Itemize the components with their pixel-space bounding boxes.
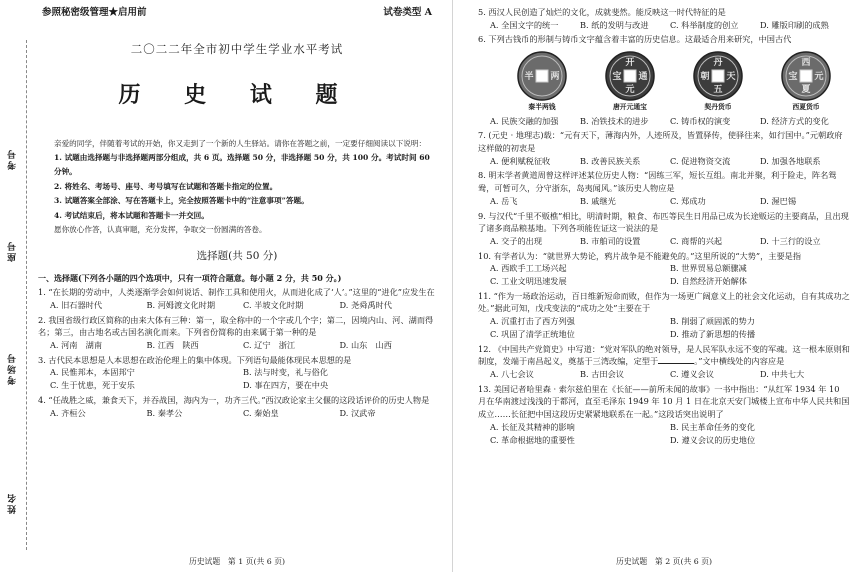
instruction-note: 1. 试题由选择题与非选择题两部分组成，共 6 页。选择题 50 分，非选择题 50 分，共 100 分。考试时间 60 分钟。 bbox=[54, 153, 430, 177]
question bbox=[478, 343, 850, 381]
option: D. 山东 山西 bbox=[339, 340, 392, 351]
coin-inscription: 丹 bbox=[713, 58, 723, 69]
option: D. 尧舜禹时代 bbox=[339, 299, 392, 310]
page-1 bbox=[38, 0, 436, 572]
exam-title: 二〇二二年全市初中学生学业水平考试 bbox=[130, 41, 344, 56]
option: C. 商帮的兴起 bbox=[670, 235, 723, 246]
question-stem: 9. 与汉代“千里不贩樵”相比，明清时期，粮食、布匹等民生日用品已成为长途贩运的主要商品，且出现了诸多商品粮基地。下列各项能佐证这一说法的是 bbox=[478, 210, 849, 234]
question bbox=[478, 169, 850, 207]
option: B. 河姆渡文化时期 bbox=[146, 299, 216, 310]
option: A. 民族交融的加强 bbox=[490, 115, 559, 126]
option: D. 十三行的设立 bbox=[760, 235, 821, 246]
questions-left bbox=[38, 286, 436, 419]
page-footer: 历史试题 第 1 页(共 6 页) bbox=[188, 556, 286, 566]
option: B. 民主革命任务的变化 bbox=[670, 421, 755, 432]
section-title: 选择题(共 50 分) bbox=[196, 249, 278, 262]
option: D. 遵义会议的历史地位 bbox=[670, 434, 756, 445]
option: B. 世界贸易总额骤减 bbox=[670, 263, 747, 274]
option: C. 工业文明迅速发展 bbox=[490, 276, 567, 287]
coin bbox=[780, 50, 832, 113]
question bbox=[478, 33, 850, 46]
question-stem: 6. 下列古钱币的形制与铸币文字蕴含着丰富的历史信息。这最适合用来研究，中国古代 bbox=[478, 34, 792, 45]
options bbox=[478, 19, 850, 32]
coin-image bbox=[604, 50, 656, 102]
option: B. 削弱了顽固派的势力 bbox=[670, 316, 755, 327]
option: D. 中共七大 bbox=[760, 369, 805, 379]
option: B. 市舶司的设置 bbox=[580, 235, 641, 246]
coin-image bbox=[516, 50, 568, 102]
label-seat-number: 座号 bbox=[8, 240, 18, 262]
option: A. 旧石器时代 bbox=[50, 299, 103, 310]
instruction-note: 2. 将姓名、考场号、座号、考号填写在试题和答题卡指定的位置。 bbox=[54, 181, 278, 191]
option: D. 事在四方，要在中央 bbox=[243, 380, 329, 391]
coin-inscription: 宝 bbox=[788, 72, 798, 83]
options bbox=[478, 195, 850, 208]
option: A. 全国文字的统一 bbox=[490, 19, 559, 30]
option: B. 秦孝公 bbox=[146, 407, 183, 418]
option: B. 改善民族关系 bbox=[580, 155, 641, 166]
page-header bbox=[38, 6, 436, 21]
coin-inscription: 朝 bbox=[700, 72, 710, 83]
option: A. 便利赋税征收 bbox=[490, 155, 551, 166]
secrecy-label: 参照秘密级管理★启用前 bbox=[42, 7, 147, 18]
coin-image bbox=[780, 50, 832, 102]
option: D. 渥巴锡 bbox=[760, 195, 797, 206]
coin-caption: 秦半两钱 bbox=[528, 103, 556, 112]
option: C. 革命根据地的重要性 bbox=[490, 434, 575, 445]
answer-blank bbox=[658, 363, 694, 364]
question bbox=[478, 129, 850, 167]
question bbox=[38, 314, 436, 352]
option: A. 西欧手工工场兴起 bbox=[490, 263, 567, 274]
options bbox=[478, 235, 850, 248]
option: B. 江西 陕西 bbox=[146, 340, 199, 351]
coin bbox=[692, 50, 744, 113]
coin-caption: 契丹货币 bbox=[704, 103, 732, 112]
question bbox=[478, 115, 850, 128]
options bbox=[478, 315, 850, 340]
coin-caption: 唐开元通宝 bbox=[613, 103, 647, 112]
question-stem: 3. 古代民本思想是人本思想在政治伦理上的集中体现。下列语句最能体现民本思想的是 bbox=[38, 354, 352, 365]
coin-inscription: 半 bbox=[524, 72, 534, 83]
question-stem: 2. 我国省级行政区简称的由来大体有三种：第一，取全称中的一个字或几个字；第二，因境内山、河、湖而得名；第三，由古地名或古国名演化而来。下列省份简称的由来属于第一种的是 bbox=[38, 314, 434, 338]
option: D. 推动了新思想的传播 bbox=[670, 328, 756, 339]
coin-inscription: 通 bbox=[638, 72, 648, 83]
page-divider bbox=[452, 0, 453, 572]
question bbox=[478, 6, 850, 31]
options bbox=[478, 155, 850, 168]
options bbox=[38, 299, 436, 312]
option: D. 自然经济开始解体 bbox=[670, 276, 747, 287]
greeting: 亲爱的同学，伴随着考试的开始，你又走到了一个新的人生驿站。请你在答题之前，一定要仔细阅读以下说明： bbox=[54, 138, 427, 148]
coin-inscription: 开 bbox=[625, 58, 635, 69]
option: B. 纸的发明与改进 bbox=[580, 19, 649, 30]
question-stem: 12. 《中国共产党简史》中写道：“党对军队的绝对领导，是人民军队永远不变的军魂。这一根本原则和制度，发端于南昌起义，奠基于三湾改编，定型于 。”文中横线处的内容应是 bbox=[478, 343, 850, 367]
page-2 bbox=[478, 0, 850, 572]
option: A. 交子的出现 bbox=[490, 235, 543, 246]
question-stem: 4. “任战胜之威，兼食天下，并吞战国，海内为一，功齐三代。”西汉政论家主父偃的这段话评价的历史人物是 bbox=[38, 394, 430, 405]
question bbox=[478, 383, 850, 447]
option: B. 法与时变，礼与俗化 bbox=[243, 367, 328, 378]
coin bbox=[604, 50, 656, 113]
option: A. 河南 湖南 bbox=[50, 340, 103, 351]
option: B. 冶铁技术的进步 bbox=[580, 115, 649, 126]
instructions bbox=[38, 137, 436, 238]
option: A. 长征及其精神的影响 bbox=[490, 421, 575, 432]
option: C. 铸币权的演变 bbox=[670, 115, 731, 126]
question-stem: 8. 明末学者黄道周曾这样评述某位历史人物：“因练三军，短长互组。南北并聚，利于险走，阵名鸳鸯，可暂可久，分守浙东，岛夷闻风。”该历史人物应是 bbox=[478, 170, 837, 194]
coin-inscription: 西 bbox=[801, 58, 811, 69]
option: D. 经济方式的变化 bbox=[760, 115, 829, 126]
option: A. 齐桓公 bbox=[50, 407, 86, 418]
question-stem: 1. “在长期的劳动中，人类逐渐学会如何说话、制作工具和使用火，从而进化成了‘人’。”这里的“进化”应发生在 bbox=[38, 287, 435, 298]
question-stem: 5. 西汉人民创造了灿烂的文化，成就斐然。能反映这一时代特征的是 bbox=[478, 7, 726, 17]
option: C. 科举制度的创立 bbox=[670, 19, 739, 30]
question bbox=[478, 210, 850, 248]
option: A. 民惟邦本，本固邦宁 bbox=[50, 367, 135, 378]
option: A. 八七会议 bbox=[490, 369, 534, 379]
options bbox=[478, 421, 850, 446]
questions-right bbox=[478, 115, 850, 447]
question bbox=[38, 394, 436, 419]
option: A. 岳飞 bbox=[490, 195, 518, 206]
seal-line bbox=[26, 40, 27, 550]
paper-type: 试卷类型 A bbox=[383, 7, 432, 18]
instruction-note: 3. 试题答案全部涂、写在答题卡上，完全按照答题卡中的“注意事项”答题。 bbox=[54, 196, 309, 206]
label-name: 姓名 bbox=[8, 492, 18, 514]
option: C. 郑成功 bbox=[670, 195, 706, 206]
question bbox=[478, 290, 850, 341]
question-stem: 11. “作为一场政治运动，百日维新短命而败，但作为一场更广阔意义上的社会文化运动，自有其成功之处。”据此可知，戊戌变法的“成功之处”主要在于 bbox=[478, 290, 850, 314]
option: C. 促进物资交流 bbox=[670, 155, 731, 166]
option: C. 半坡文化时期 bbox=[243, 299, 304, 310]
coin-inscription: 天 bbox=[726, 72, 736, 83]
option: C. 生于忧患，死于安乐 bbox=[50, 380, 135, 391]
wish: 愿你放心作答，认真审题，充分发挥，争取交一份圆满的答卷。 bbox=[54, 225, 267, 235]
page-footer: 历史试题 第 2 页(共 6 页) bbox=[615, 556, 713, 566]
label-exam-number: 考号 bbox=[8, 148, 18, 170]
main-title: 历 史 试 题 bbox=[118, 82, 356, 108]
option: C. 遵义会议 bbox=[670, 369, 714, 379]
coin bbox=[516, 50, 568, 113]
option: D. 汉武帝 bbox=[339, 407, 376, 418]
coin-caption: 西夏货币 bbox=[792, 103, 820, 112]
options bbox=[478, 368, 850, 381]
coin-inscription: 两 bbox=[550, 72, 560, 83]
label-exam-room: 考场号 bbox=[8, 352, 18, 385]
question bbox=[38, 354, 436, 392]
options bbox=[38, 366, 436, 391]
coin-inscription: 元 bbox=[814, 72, 824, 83]
option: A. 沉重打击了西方列强 bbox=[490, 316, 575, 327]
options bbox=[478, 262, 850, 287]
options bbox=[38, 407, 436, 420]
option: C. 巩固了清学正统地位 bbox=[490, 328, 575, 339]
options bbox=[478, 115, 850, 128]
question-stem: 13. 美国记者哈里森 · 索尔兹伯里在《长征——前所未闻的故事》一书中指出：“从红军 1934 年 10 月在华南渡过浅浅的于都河，直至毛泽东 1949 年 10 月 1 日在北京天安门城楼上宣布中华人民共和国成立……长征把中国这段历史紧紧地联系在一起。”这段话突出说明了 bbox=[478, 383, 850, 420]
question-stem: 10. 有学者认为：“就世界大势论，鸦片战争是不能避免的。”这里所说的“大势”，主要是指 bbox=[478, 250, 802, 261]
question bbox=[478, 250, 850, 288]
option: B. 戚继光 bbox=[580, 195, 616, 206]
option: D. 雕版印刷的成熟 bbox=[760, 19, 829, 30]
coin-inscription: 元 bbox=[625, 85, 635, 96]
part-heading: 一、选择题(下列各小题的四个选项中，只有一项符合题意。每小题 2 分，共 50 分。) bbox=[38, 272, 342, 283]
binding-margin bbox=[0, 0, 34, 572]
coin-gallery bbox=[478, 50, 850, 113]
questions-right-top bbox=[478, 6, 850, 46]
question-stem: 7. (元史 · 地理志)载：“元有天下，薄海内外，人迹所及，皆置驿传，使驿往来，如行国中。”元朝政府这样做的初衷是 bbox=[478, 130, 843, 154]
option: C. 辽宁 浙江 bbox=[243, 340, 296, 351]
coin-image bbox=[692, 50, 744, 102]
coin-inscription: 宝 bbox=[612, 72, 622, 83]
option: B. 古田会议 bbox=[580, 369, 624, 379]
option: D. 加强各地联系 bbox=[760, 155, 821, 166]
instruction-note: 4. 考试结束后，将本试题和答题卡一并交回。 bbox=[54, 210, 209, 220]
coin-inscription: 夏 bbox=[801, 85, 811, 96]
option: C. 秦始皇 bbox=[243, 407, 279, 418]
options bbox=[38, 339, 436, 352]
question bbox=[38, 286, 436, 311]
coin-inscription: 五 bbox=[713, 85, 723, 96]
